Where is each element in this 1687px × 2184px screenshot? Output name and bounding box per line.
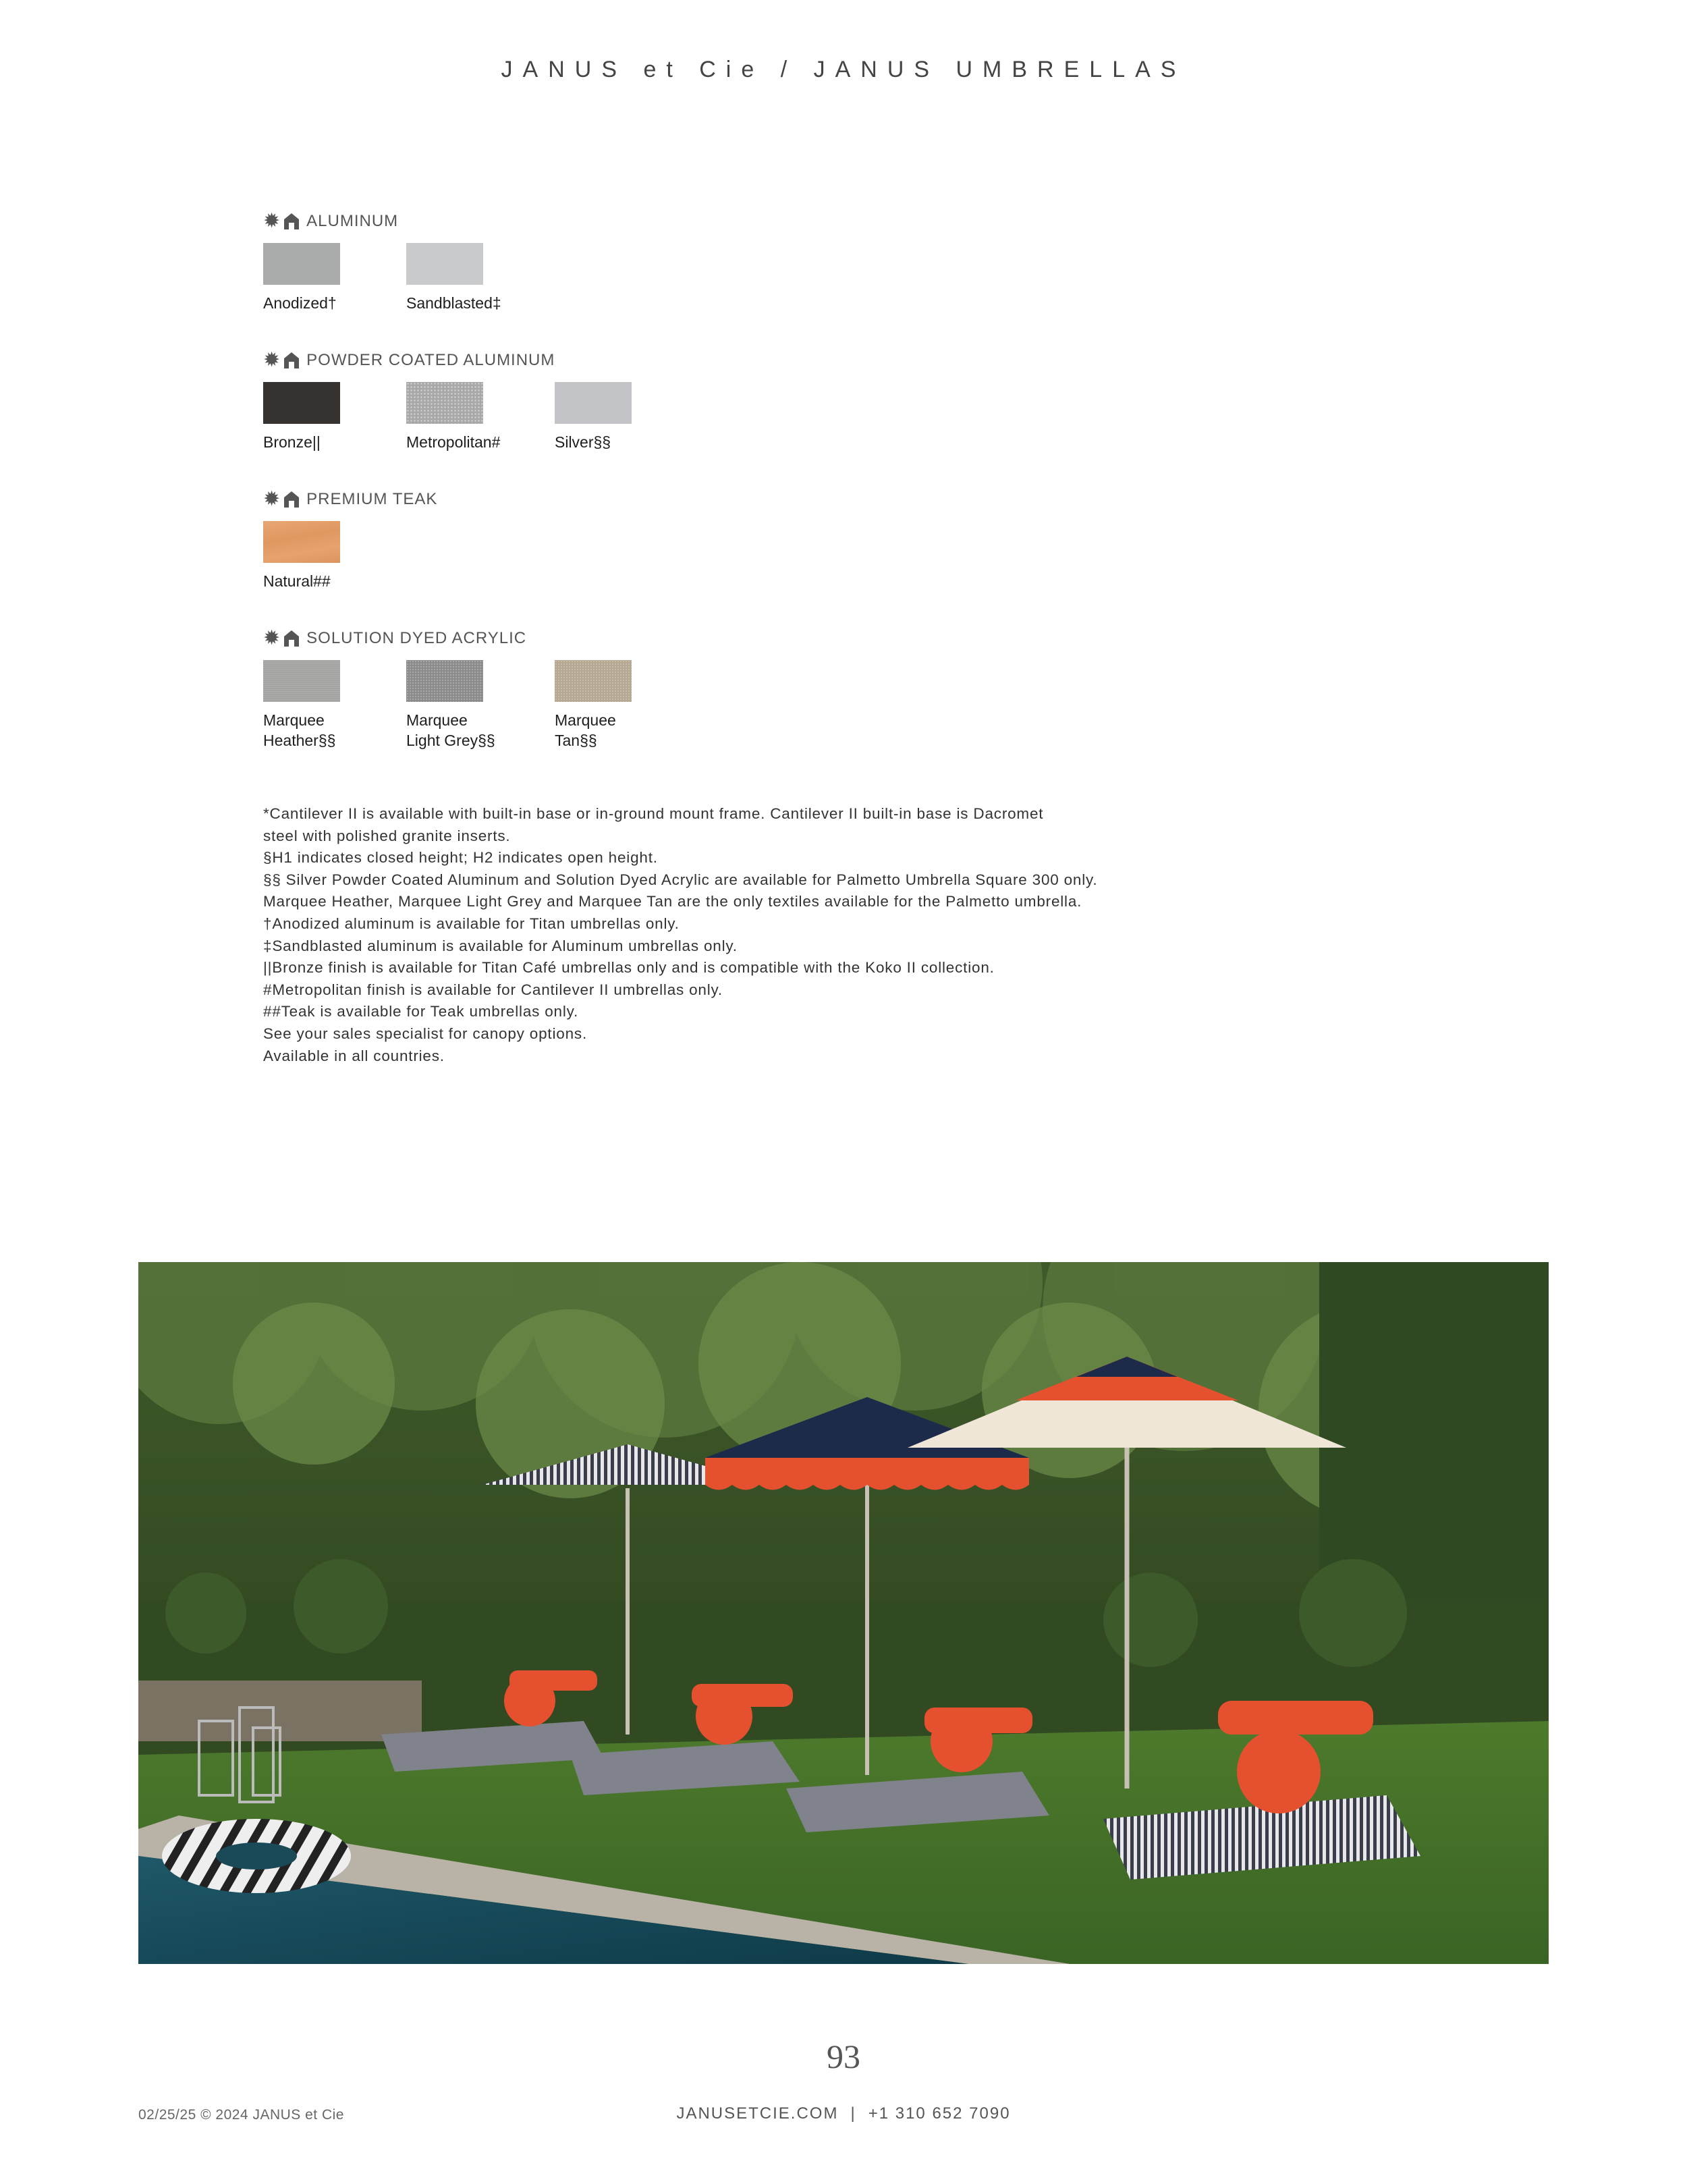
swatch-silver bbox=[555, 382, 632, 424]
finish-group-premium-teak bbox=[263, 486, 437, 591]
sun-icon: ✹ bbox=[263, 488, 281, 510]
footnote: Available in all countries. bbox=[263, 1047, 445, 1064]
footer-contact bbox=[0, 2104, 1687, 2123]
swatch-item bbox=[555, 660, 663, 750]
footnote: §H1 indicates closed height; H2 indicates open height. bbox=[263, 849, 658, 867]
footnote: †Anodized aluminum is available for Titan umbrellas only. bbox=[263, 914, 680, 932]
finish-group-title: ALUMINUM bbox=[306, 212, 399, 230]
swatch-bronze bbox=[263, 382, 340, 424]
swatch-anodized bbox=[263, 243, 340, 285]
page-header-title: JANUS et Cie / JANUS UMBRELLAS bbox=[501, 57, 1186, 82]
sun-icon: ✹ bbox=[263, 627, 281, 649]
swatch-item bbox=[263, 521, 371, 591]
swatch-item bbox=[263, 243, 371, 313]
finish-group-aluminum bbox=[263, 208, 549, 313]
footer-separator: | bbox=[850, 2104, 856, 2123]
finish-group-title: PREMIUM TEAK bbox=[306, 490, 438, 508]
swatch-item bbox=[263, 660, 371, 750]
footnote: Marquee Heather, Marquee Light Grey and Marquee Tan are the only textiles available for the Palmetto umbrella. bbox=[263, 893, 1082, 910]
swatch-label: Anodized† bbox=[263, 294, 337, 312]
swatch-label: Marquee Tan§§ bbox=[555, 711, 616, 749]
phone-number[interactable]: +1 310 652 7090 bbox=[868, 2104, 1011, 2123]
footnote: ‡Sandblasted aluminum is available for Aluminum umbrellas only. bbox=[263, 937, 738, 954]
footnotes bbox=[263, 803, 1194, 1067]
swatch-sandblasted bbox=[406, 243, 483, 285]
swatch-label: Natural## bbox=[263, 572, 331, 590]
footnote: ##Teak is available for Teak umbrellas only. bbox=[263, 1003, 579, 1020]
footnote: See your sales specialist for canopy options. bbox=[263, 1025, 587, 1042]
swatch-item bbox=[555, 382, 663, 452]
footnote: ||Bronze finish is available for Titan Café umbrellas only and is compatible with the Koko II collection. bbox=[263, 959, 995, 977]
poolside-scene-illustration bbox=[138, 1262, 1549, 1964]
website-link[interactable]: JANUSETCIE.COM bbox=[676, 2104, 839, 2123]
swatch-marquee-heather bbox=[263, 660, 340, 702]
swatch-label: Silver§§ bbox=[555, 433, 611, 451]
sun-icon: ✹ bbox=[263, 349, 281, 371]
sun-icon: ✹ bbox=[263, 210, 281, 232]
page-number: 93 bbox=[827, 2038, 860, 2075]
footer-date-copyright: 02/25/25 © 2024 JANUS et Cie bbox=[138, 2107, 344, 2123]
finish-group-powder-coated-aluminum bbox=[263, 347, 698, 452]
swatch-label: Sandblasted‡ bbox=[406, 294, 501, 312]
swatch-marquee-light-grey bbox=[406, 660, 483, 702]
footnote: #Metropolitan finish is available for Cantilever II umbrellas only. bbox=[263, 981, 723, 998]
swatch-item bbox=[406, 243, 514, 313]
swatch-label: Marquee Heather§§ bbox=[263, 711, 336, 749]
swatch-natural-teak bbox=[263, 521, 340, 563]
swatch-item bbox=[263, 382, 371, 452]
house-icon bbox=[283, 213, 300, 230]
swatch-metropolitan bbox=[406, 382, 483, 424]
house-icon bbox=[283, 491, 300, 508]
house-icon bbox=[283, 630, 300, 647]
swatch-item bbox=[406, 382, 514, 452]
footnote: *Cantilever II is available with built-in base or in-ground mount frame. Cantilever II built-in base is Dacromet bbox=[263, 805, 1044, 822]
swatch-label: Bronze|| bbox=[263, 433, 321, 451]
swatch-label: Metropolitan# bbox=[406, 433, 501, 451]
swatch-marquee-tan bbox=[555, 660, 632, 702]
lifestyle-photo bbox=[138, 1262, 1549, 1964]
swatch-label: Marquee Light Grey§§ bbox=[406, 711, 495, 749]
finish-group-solution-dyed-acrylic bbox=[263, 625, 698, 750]
finish-group-title: POWDER COATED ALUMINUM bbox=[306, 351, 555, 369]
house-icon bbox=[283, 352, 300, 369]
footnote: steel with polished granite inserts. bbox=[263, 827, 511, 844]
finish-group-title: SOLUTION DYED ACRYLIC bbox=[306, 629, 527, 647]
footnote: §§ Silver Powder Coated Aluminum and Solution Dyed Acrylic are available for Palmetto Umbrella Square 300 only. bbox=[263, 871, 1098, 888]
swatch-item bbox=[406, 660, 514, 750]
